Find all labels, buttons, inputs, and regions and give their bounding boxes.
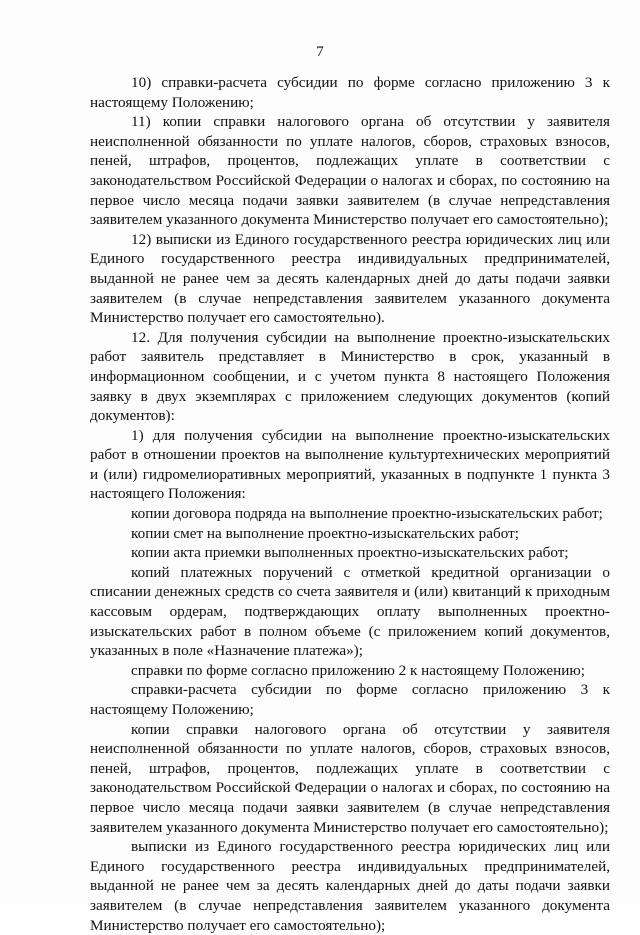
paragraph-item-12: 12) выписки из Единого государственного реестра юридических лиц или Единого государственного реестра индивидуальных предпринимателей, выданной не ранее чем за десять календарных дней до даты подачи заявки заявителем (в случае непредставления заявителем указанного документа Министерство получает его самостоятельно). [90, 230, 610, 327]
paragraph-subitem-1: 1) для получения субсидии на выполнение проектно-изыскательских работ в отношении проектов на выполнение культуртехнических мероприятий и (или) гидромелиоративных мероприятий, указанных в подпункте 1 пункта 3 настоящего Положения: [90, 426, 610, 503]
paragraph-item-11: 11) копии справки налогового органа об отсутствии у заявителя неисполненной обязанности по уплате налогов, сборов, страховых взносов, пеней, штрафов, процентов, подлежащих уплате в соответствии с законодательством Российской Федерации о налогах и сборах, по состоянию на первое число месяца подачи заявки заявителем (в случае непредставления заявителем указанного документа Министерство получает его самостоятельно); [90, 113, 610, 229]
paragraph-certificate-form-2: справки по форме согласно приложению 2 к настоящему Положению; [131, 661, 585, 679]
document-body [90, 73, 610, 935]
paragraph-item-10: 10) справки-расчета субсидии по форме согласно приложению 3 к настоящему Положению; [90, 74, 610, 111]
paragraph-calculation-form-3: справки-расчета субсидии по форме согласно приложению 3 к настоящему Положению; [90, 681, 610, 718]
paragraph-tax-certificate: копии справки налогового органа об отсутствии у заявителя неисполненной обязанности по уплате налогов, сборов, страховых взносов, пеней, штрафов, процентов, подлежащих уплате в соответствии с законодательством Российской Федерации о налогах и сборах, по состоянию на первое число месяца подачи заявки заявителем (в случае непредставления заявителем указанного документа Министерство получает его самостоятельно); [90, 720, 610, 836]
paragraph-registry-extract: выписки из Единого государственного реестра юридических лиц или Единого государственного реестра индивидуальных предпринимателей, выданной не ранее чем за десять календарных дней до даты подачи заявки заявителем (в случае непредставления заявителем указанного документа Министерство получает его самостоятельно); [90, 838, 610, 934]
paragraph-payment-orders: копий платежных поручений с отметкой кредитной организации о списании денежных средств со счета заявителя и (или) квитанций к приходным кассовым ордерам, подтверждающих оплату выполненных проектно-изыскательских работ в полном объеме (с приложением копий документов, указанных в поле «Назначение платежа»); [90, 563, 610, 660]
page-number: 7 [316, 44, 324, 60]
paragraph-acceptance-act-copies: копии акта приемки выполненных проектно-изыскательских работ; [131, 544, 569, 562]
paragraph-estimate-copies: копии смет на выполнение проектно-изыскательских работ; [131, 524, 519, 542]
paragraph-section-12: 12. Для получения субсидии на выполнение проектно-изыскательских работ заявитель представляет в Министерство в срок, указанный в информационном сообщении, и с учетом пункта 8 настоящего Положения заявку в двух экземплярах с приложением следующих документов (копий документов): [90, 328, 610, 425]
paragraph-contract-copies: копии договора подряда на выполнение проектно-изыскательских работ; [131, 505, 603, 523]
